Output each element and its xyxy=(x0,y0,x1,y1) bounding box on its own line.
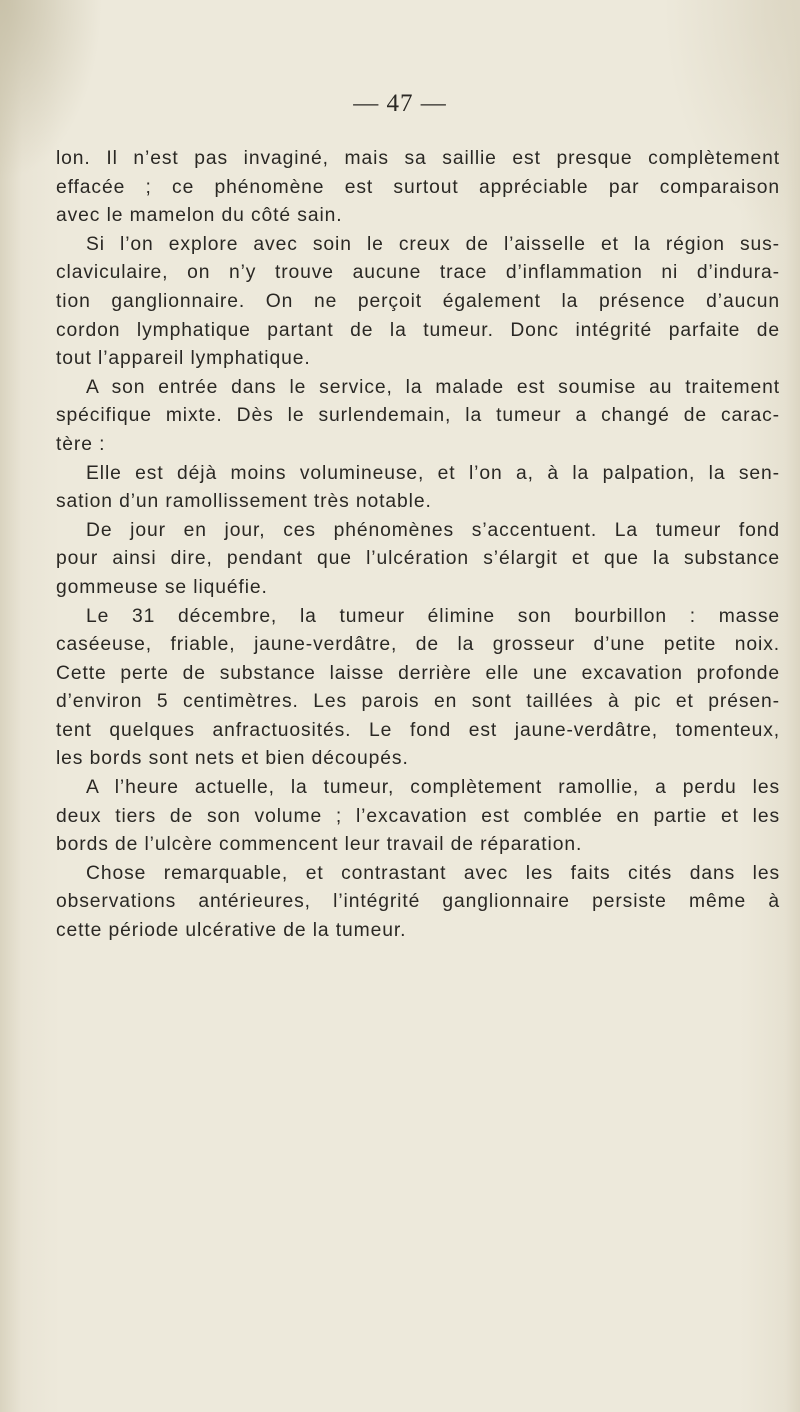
page-number: — 47 — xyxy=(353,90,447,117)
text-line: caséeuse, friable, jaune-verdâtre, de la grosseur d’une petite noix. xyxy=(56,634,780,656)
text-line: claviculaire, on n’y trouve aucune trace d’inflammation ni d’indura- xyxy=(56,262,780,284)
text-line: spécifique mixte. Dès le surlendemain, la tumeur a changé de carac- xyxy=(56,405,780,427)
text-line: sation d’un ramollissement très notable. xyxy=(56,491,432,513)
text-line: les bords sont nets et bien découpés. xyxy=(56,748,409,770)
text-line: bords de l’ulcère commencent leur travail de réparation. xyxy=(56,834,583,856)
text-line: pour ainsi dire, pendant que l’ulcération s’élargit et que la substance xyxy=(56,548,780,570)
text-line: gommeuse se liquéfie. xyxy=(56,576,268,598)
text-line: A son entrée dans le service, la malade est soumise au traitement xyxy=(86,376,780,398)
text-line: Elle est déjà moins volumineuse, et l’on a, à la palpation, la sen- xyxy=(86,462,780,484)
text-line: avec le mamelon du côté sain. xyxy=(56,205,343,227)
body-text xyxy=(56,145,780,946)
text-line: Le 31 décembre, la tumeur élimine son bourbillon : masse xyxy=(86,605,780,627)
text-line: De jour en jour, ces phénomènes s’accentuent. La tumeur fond xyxy=(86,519,780,541)
text-line: tère : xyxy=(56,433,106,455)
text-line: tout l’appareil lymphatique. xyxy=(56,348,311,370)
text-line: observations antérieures, l’intégrité ganglionnaire persiste même à xyxy=(56,891,780,913)
text-line: Chose remarquable, et contrastant avec les faits cités dans les xyxy=(86,862,780,884)
text-line: tion ganglionnaire. On ne perçoit également la présence d’aucun xyxy=(56,290,780,312)
text-line: effacée ; ce phénomène est surtout appréciable par comparaison xyxy=(56,176,780,198)
text-line: Cette perte de substance laisse derrière elle une excavation profonde xyxy=(56,662,780,684)
text-line: tent quelques anfractuosités. Le fond est jaune-verdâtre, tomenteux, xyxy=(56,719,780,741)
text-line: lon. Il n’est pas invaginé, mais sa saillie est presque complètement xyxy=(56,148,780,169)
text-line: deux tiers de son volume ; l’excavation est comblée en partie et les xyxy=(56,805,780,827)
text-line: A l’heure actuelle, la tumeur, complètement ramollie, a perdu les xyxy=(86,777,780,799)
text-line: cordon lymphatique partant de la tumeur. Donc intégrité parfaite de xyxy=(56,319,780,341)
text-line: d’environ 5 centimètres. Les parois en sont taillées à pic et présen- xyxy=(56,691,780,713)
text-line: cette période ulcérative de la tumeur. xyxy=(56,920,407,942)
text-line: Si l’on explore avec soin le creux de l’aisselle et la région sus- xyxy=(86,233,780,255)
